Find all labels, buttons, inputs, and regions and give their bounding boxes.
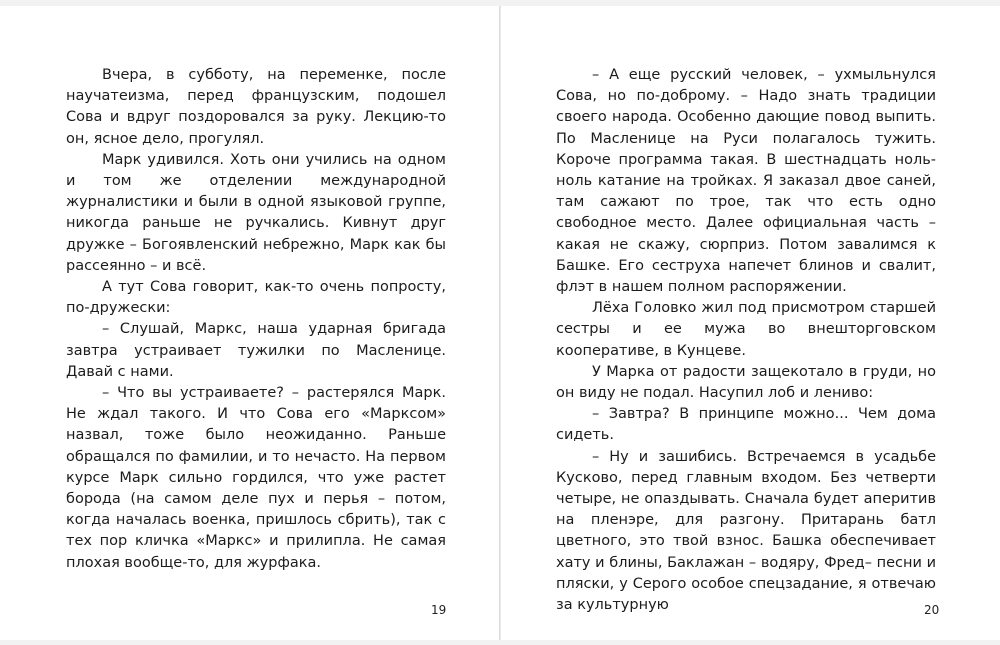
paragraph: – Слушай, Маркс, наша ударная бригада завтра устраивает тужилки по Масленице. Давай с нами. xyxy=(66,321,446,380)
paragraph: Вчера, в субботу, на переменке, после научатеизма, перед французским, подошел Сова и вдруг поздоровался за руку. Лекцию-то он, ясное дело, прогулял. xyxy=(66,67,446,147)
page-text xyxy=(556,65,936,616)
left-page xyxy=(0,6,500,640)
page-text xyxy=(66,65,446,574)
paragraph: А тут Сова говорит, как-то очень попросту, по-дружески: xyxy=(66,279,446,317)
paragraph: Лёха Головко жил под присмотром старшей сестры и ее мужа во внешторговском кооперативе, в Кунцеве. xyxy=(556,300,936,359)
paragraph: – Завтра? В принципе можно... Чем дома сидеть. xyxy=(556,406,936,444)
page-number: 20 xyxy=(924,603,940,617)
paragraph: Марк удивился. Хоть они учились на одном и том же отделении международной журналистики и были в одной языковой группе, никогда раньше не ручкались. Кивнут друг дружке – Богоявленский небрежно, Марк как бы рассеянно – и всё. xyxy=(66,151,446,274)
page-number: 19 xyxy=(431,603,447,617)
paragraph: – А еще русский человек, – ухмыльнулся Сова, но по-доброму. – Надо знать традиции своего народа. Особенно дающие повод выпить. По Масленице на Руси полагалось тужить. Короче программа такая. В шестнадцать ноль-ноль катание на тройках. Я заказал двое саней, там сажают по трое, так что есть одно свободное место. Далее официальная часть – какая не скажу, сюрприз. Потом завалимся к Башке. Его сеструха напечет блинов и свалит, флэт в нашем полном распоряжении. xyxy=(556,67,936,296)
paragraph: – Ну и зашибись. Встречаемся в усадьбе Кусково, перед главным входом. Без четверти четыре, не опаздывать. Сначала будет аперитив на пленэре, для разгону. Притарань батл цветного, это твой взнос. Башка обеспечивает хату и блины, Баклажан – водяру, Фред– песни и пляски, у Серого особое спецзадание, я отвечаю за культурную xyxy=(556,448,936,614)
paragraph: – Что вы устраиваете? – растерялся Марк. Не ждал такого. И что Сова его «Марксом» назвал, тоже было неожиданно. Раньше обращался по фамилии, и то нечасто. На первом курсе Марк сильно гордился, что уже растет борода (на самом деле пух и перья – потом, когда началась военка, пришлось сбрить), так с тех пор кличка «Маркс» и прилипла. Не самая плохая вообще-то, для журфака. xyxy=(66,385,446,571)
right-page xyxy=(500,6,1000,640)
paragraph: У Марка от радости защекотало в груди, но он виду не подал. Насупил лоб и лениво: xyxy=(556,363,936,402)
book-spread xyxy=(0,6,1000,640)
